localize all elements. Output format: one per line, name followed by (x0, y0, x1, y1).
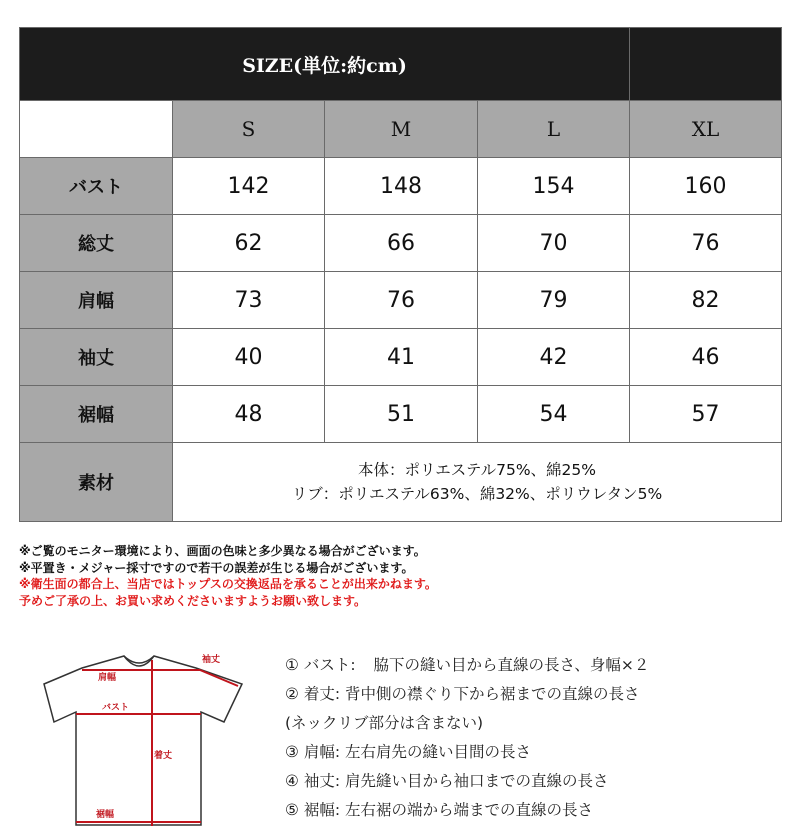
size-header: L (478, 101, 630, 158)
table-cell: 46 (630, 329, 782, 386)
row-label: 肩幅 (20, 272, 173, 329)
table-cell: 154 (478, 158, 630, 215)
table-cell: 48 (173, 386, 325, 443)
measurement-text: 左右裾の端から端までの直線の長さ (344, 801, 593, 819)
material-line: リブ：ポリエステル63%、綿32%、ポリウレタン5% (291, 485, 663, 503)
measurement-text: (ネックリブ部分は含まない) (285, 714, 484, 732)
table-cell: 148 (325, 158, 478, 215)
bust-label: バスト (102, 703, 130, 713)
table-cell: 76 (325, 272, 478, 329)
measurement-label: ⑤ 裾幅: (285, 801, 341, 819)
size-header-row (20, 101, 782, 158)
note-line: ※ご覧のモニター環境により、画面の色味と多少異なる場合がございます。 (19, 544, 426, 558)
material-cell (173, 443, 782, 522)
measurement-item (285, 709, 649, 738)
measurement-text: 左右肩先の縫い目間の長さ (344, 743, 531, 761)
table-cell: 54 (478, 386, 630, 443)
table-row (20, 272, 782, 329)
measurement-label: ③ 肩幅: (285, 743, 341, 761)
table-cell: 66 (325, 215, 478, 272)
measurement-item (285, 796, 649, 825)
measurement-label: ④ 袖丈: (285, 772, 341, 790)
table-cell: 82 (630, 272, 782, 329)
measurement-item (285, 738, 649, 767)
table-row (20, 158, 782, 215)
table-cell: 76 (630, 215, 782, 272)
measurement-text: 脇下の縫い目から直線の長さ、身幅×２ (373, 656, 650, 674)
table-cell: 160 (630, 158, 782, 215)
measurement-item (285, 651, 649, 680)
notes (19, 543, 781, 609)
size-header: M (325, 101, 478, 158)
material-line: 本体：ポリエステル75%、綿25% (358, 461, 597, 479)
table-cell: 70 (478, 215, 630, 272)
shoulder-label: 肩幅 (98, 673, 117, 683)
sleeve-label: 袖丈 (202, 655, 221, 665)
note-line-warning: 予めご了承の上、お買い求めくださいますようお願い致します。 (19, 593, 367, 608)
table-cell: 42 (478, 329, 630, 386)
table-cell: 40 (173, 329, 325, 386)
tshirt-outline (44, 656, 242, 825)
title-row-end-cell (630, 28, 782, 101)
measurement-item (285, 680, 649, 709)
row-label: 袖丈 (20, 329, 173, 386)
table-cell: 51 (325, 386, 478, 443)
corner-cell (20, 101, 173, 158)
table-cell: 142 (173, 158, 325, 215)
length-label: 着丈 (154, 751, 173, 761)
measurement-item (285, 767, 649, 796)
size-table (19, 27, 782, 522)
table-cell: 73 (173, 272, 325, 329)
table-cell: 79 (478, 272, 630, 329)
note-line: ※平置き・メジャー採寸ですので若干の誤差が生じる場合がございます。 (19, 560, 414, 575)
material-label: 素材 (20, 443, 173, 522)
size-header: XL (630, 101, 782, 158)
measurement-label: ② 着丈: (285, 685, 341, 703)
table-title: SIZE(単位:約cm) (20, 28, 630, 101)
row-label: 裾幅 (20, 386, 173, 443)
table-row (20, 329, 782, 386)
measurement-descriptions (285, 651, 649, 825)
table-row (20, 215, 782, 272)
table-cell: 62 (173, 215, 325, 272)
table-cell: 41 (325, 329, 478, 386)
table-row (20, 386, 782, 443)
size-header: S (173, 101, 325, 158)
measurement-text: 背中側の襟ぐり下から裾までの直線の長さ (344, 685, 640, 703)
tshirt-measurement-diagram (40, 640, 250, 830)
note-line-warning: ※衛生面の都合上、当店ではトップスの交換返品を承ることが出来かねます。 (19, 577, 437, 591)
hem-label: 裾幅 (96, 810, 115, 820)
measurement-text: 肩先縫い目から袖口までの直線の長さ (344, 772, 609, 790)
row-label: 総丈 (20, 215, 173, 272)
table-title-row (20, 28, 782, 101)
table-cell: 57 (630, 386, 782, 443)
material-row (20, 443, 782, 522)
measurement-label: ① バスト: (285, 656, 356, 674)
row-label: バスト (20, 158, 173, 215)
